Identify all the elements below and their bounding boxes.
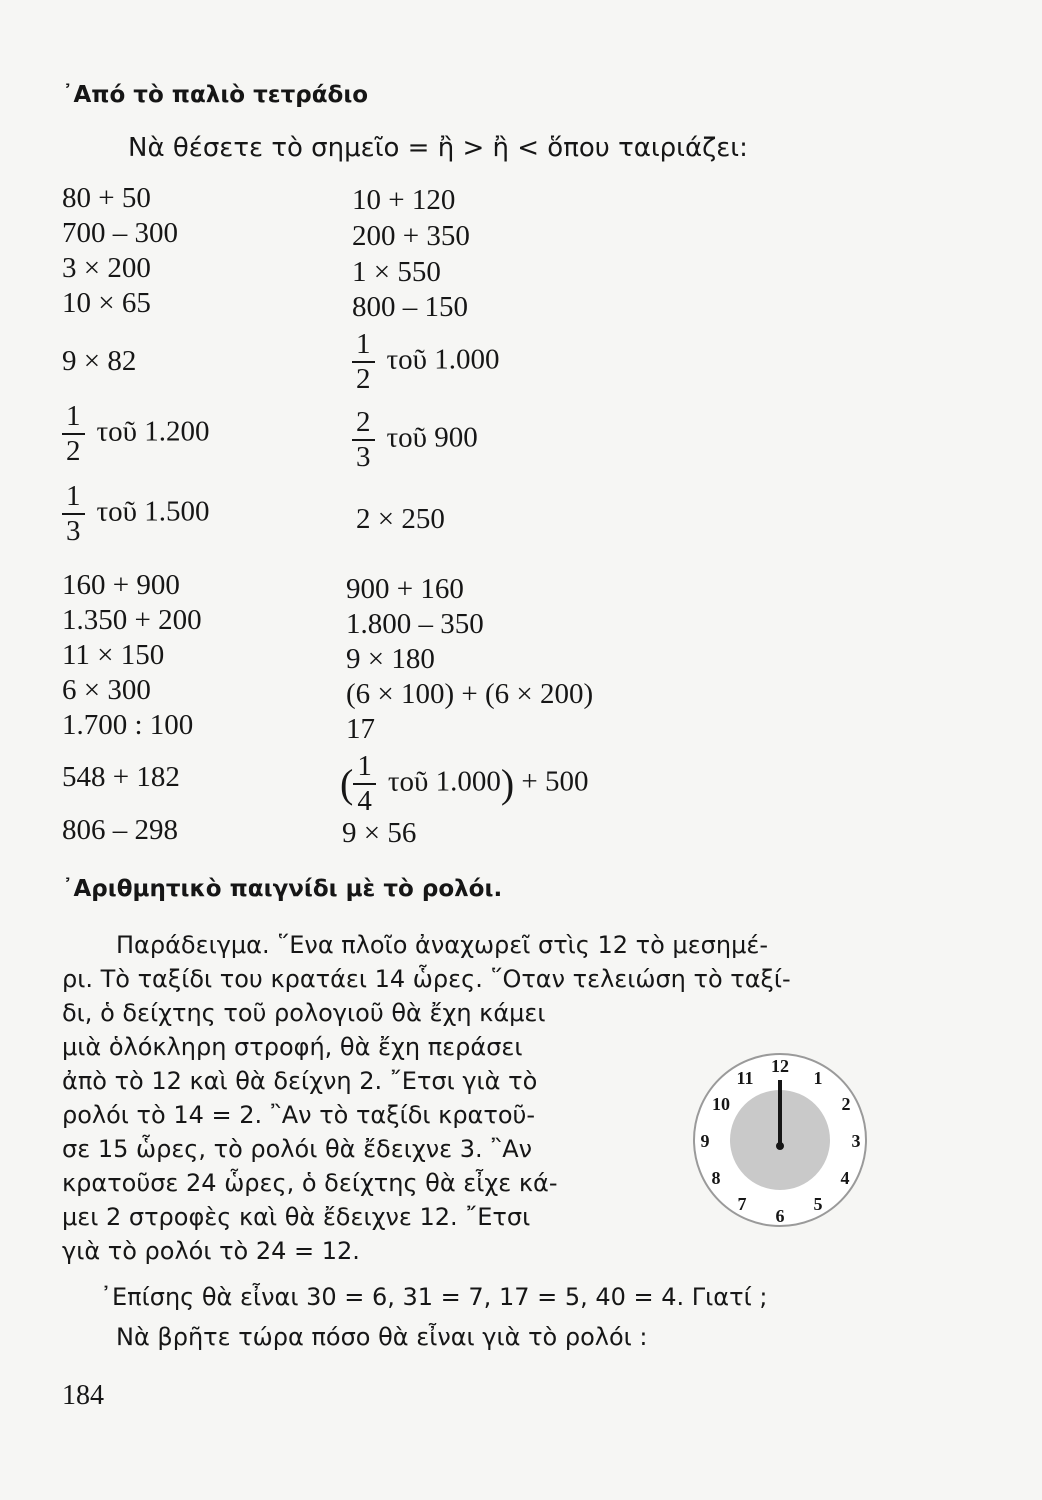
clock-number-4: 4 — [840, 1168, 850, 1188]
section-title-clock-game: ᾿Αριθμητικὸ παιγνίδι μὲ τὸ ρολόι. — [62, 876, 503, 902]
clock-number-11: 11 — [736, 1068, 754, 1088]
instruction-text: Νὰ θέσετε τὸ σημεῖο = ἢ > ἢ < ὅπου ταιριάζει: — [128, 133, 748, 163]
section-title-old-notebook: ᾿Από τὸ παλιὸ τετράδιο — [62, 82, 369, 108]
clock-number-8: 8 — [711, 1168, 721, 1188]
left-expr-7 — [62, 482, 210, 546]
right-expr-6 — [352, 408, 478, 472]
paragraph-line-2: ρι. Τὸ ταξίδι του κρατάει 14 ὧρες. ῞Οταν τελειώση τὸ ταξί- — [62, 965, 791, 993]
left-expr-12: 1.700 : 100 — [62, 709, 194, 741]
paragraph-line-10: γιὰ τὸ ρολόι τὸ 24 = 12. — [62, 1237, 360, 1265]
right-expr-4: 800 – 150 — [352, 291, 468, 323]
clock-number-12: 12 — [771, 1056, 789, 1076]
left-expr-5: 9 × 82 — [62, 345, 137, 377]
clock-illustration — [690, 1050, 870, 1230]
expr-tail: + 500 — [521, 765, 589, 798]
fraction-denominator: 4 — [357, 785, 372, 817]
paragraph-line-5: ἀπὸ τὸ 12 καὶ θὰ δείχνη 2. ῎Ετσι γιὰ τὸ — [62, 1067, 538, 1095]
clock-number-7: 7 — [737, 1194, 747, 1214]
left-expr-8: 160 + 900 — [62, 569, 180, 601]
right-expr-8: 900 + 160 — [346, 573, 464, 605]
page-number: 184 — [62, 1380, 104, 1411]
left-expr-6 — [62, 402, 210, 466]
left-expr-10: 11 × 150 — [62, 639, 165, 671]
left-expr-3: 3 × 200 — [62, 252, 151, 284]
paragraph-line-3: δι, ὁ δείχτης τοῦ ρολογιοῦ θὰ ἔχη κάμει — [62, 999, 546, 1027]
left-expr-9: 1.350 + 200 — [62, 604, 202, 636]
paragraph-line-7: σε 15 ὧρες, τὸ ρολόι θὰ ἔδειχνε 3. ῍Αν — [62, 1135, 533, 1163]
clock-number-3: 3 — [851, 1131, 861, 1151]
fraction-numerator: 1 — [353, 752, 376, 785]
paragraph-line-12: Νὰ βρῆτε τώρα πόσο θὰ εἶναι γιὰ τὸ ρολόι : — [116, 1323, 648, 1351]
fraction — [62, 482, 85, 546]
close-paren: ) — [500, 761, 515, 806]
right-expr-9: 1.800 – 350 — [346, 608, 484, 640]
paragraph-line-6: ρολόι τὸ 14 = 2. ῍Αν τὸ ταξίδι κρατοῦ- — [62, 1101, 536, 1129]
fraction-denominator: 3 — [356, 441, 371, 473]
clock-number-10: 10 — [712, 1094, 730, 1114]
fraction-numerator: 1 — [62, 402, 85, 435]
clock-number-9: 9 — [700, 1131, 710, 1151]
right-expr-10: 9 × 180 — [346, 643, 435, 675]
right-expr-2: 200 + 350 — [352, 220, 470, 252]
paragraph-line-11: ᾿Επίσης θὰ εἶναι 30 = 6, 31 = 7, 17 = 5, 40 = 4. Γιατί ; — [100, 1283, 768, 1311]
fraction-denominator: 3 — [66, 515, 81, 547]
fraction-numerator: 1 — [62, 482, 85, 515]
open-paren: ( — [340, 761, 354, 806]
fraction — [352, 408, 375, 472]
clock-number-2: 2 — [841, 1094, 851, 1114]
right-expr-13 — [340, 752, 589, 816]
fraction-of-text: τοῦ 1.000 — [387, 765, 501, 798]
left-expr-4: 10 × 65 — [62, 287, 151, 319]
right-expr-12: 17 — [346, 713, 375, 745]
paragraph-line-9: μει 2 στροφὲς καὶ θὰ ἔδειχνε 12. ῎Ετσι — [62, 1203, 531, 1231]
paragraph-line-1: Παράδειγμα. ῞Ενα πλοῖο ἀναχωρεῖ στὶς 12 τὸ μεσημέ- — [116, 931, 768, 959]
right-expr-11: (6 × 100) + (6 × 200) — [346, 678, 594, 710]
left-expr-1: 80 + 50 — [62, 182, 151, 214]
right-expr-14: 9 × 56 — [342, 817, 417, 849]
fraction — [62, 402, 85, 466]
right-expr-7: 2 × 250 — [356, 503, 445, 535]
clock-number-1: 1 — [813, 1068, 823, 1088]
left-expr-2: 700 – 300 — [62, 217, 178, 249]
fraction-denominator: 2 — [66, 435, 81, 467]
fraction — [353, 752, 376, 816]
fraction-numerator: 2 — [352, 408, 375, 441]
clock-hand-pivot — [776, 1142, 784, 1150]
fraction-denominator: 2 — [356, 363, 371, 395]
left-expr-11: 6 × 300 — [62, 674, 151, 706]
fraction-of-text: τοῦ 1.000 — [386, 343, 500, 376]
fraction-numerator: 1 — [352, 330, 375, 363]
paragraph-line-8: κρατοῦσε 24 ὧρες, ὁ δείχτης θὰ εἶχε κά- — [62, 1169, 558, 1197]
fraction-of-text: τοῦ 1.500 — [96, 495, 210, 528]
left-expr-14: 806 – 298 — [62, 814, 178, 846]
paragraph-line-4: μιὰ ὁλόκληρη στροφή, θὰ ἔχη περάσει — [62, 1033, 523, 1061]
right-expr-1: 10 + 120 — [352, 184, 456, 216]
clock-number-5: 5 — [813, 1194, 823, 1214]
left-expr-13: 548 + 182 — [62, 761, 180, 793]
right-expr-5 — [352, 330, 500, 394]
fraction-of-text: τοῦ 1.200 — [96, 415, 210, 448]
fraction — [352, 330, 375, 394]
right-expr-3: 1 × 550 — [352, 256, 441, 288]
clock-number-6: 6 — [775, 1206, 785, 1226]
fraction-of-text: τοῦ 900 — [386, 421, 478, 454]
